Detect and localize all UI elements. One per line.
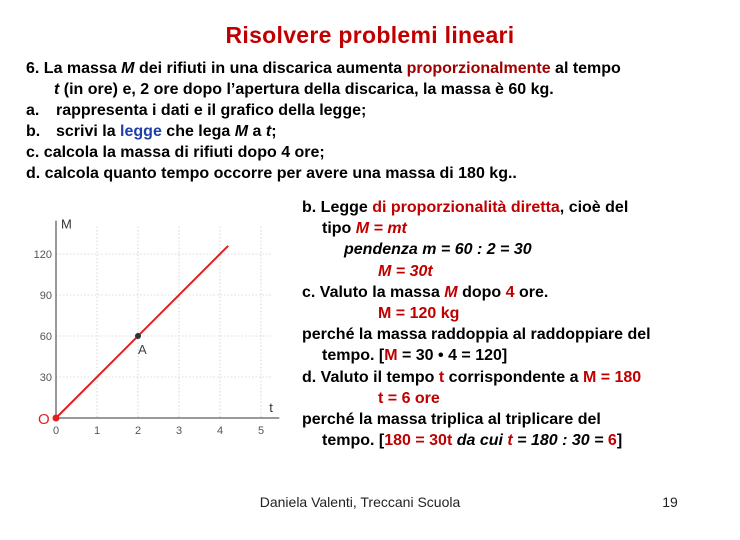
point-o-label: O <box>38 411 50 428</box>
point-a-label: A <box>138 342 147 357</box>
problem-statement <box>26 58 716 184</box>
solution-b-law: b. Legge di proporzionalità diretta, cioè del <box>302 199 629 216</box>
series-line <box>56 246 228 418</box>
problem-item-b: b. scrivi la legge che lega M a t; <box>26 123 277 140</box>
solution-d-calc: tempo. [180 = 30t da cui t = 180 : 30 = 6] <box>322 432 623 450</box>
graph-ticks <box>34 249 264 437</box>
proportionality-graph <box>28 216 280 438</box>
solution-c-calc: tempo. [M = 30 • 4 = 120] <box>322 347 508 365</box>
solution-panel <box>302 197 714 451</box>
y-tick-label: 120 <box>33 249 52 261</box>
solution-slope: pendenza m = 60 : 2 = 30 <box>344 241 532 259</box>
point-a <box>135 333 141 339</box>
x-tick-label: 4 <box>216 425 224 437</box>
graph-axes <box>56 217 279 418</box>
graph-grid <box>56 227 273 418</box>
x-tick-label: 2 <box>134 425 142 437</box>
problem-item-c: c. calcola la massa di rifiuti dopo 4 ore; <box>26 144 325 161</box>
problem-line-1: 6. La massa M dei rifiuti in una discarica aumenta proporzionalmente al tempo <box>26 60 621 77</box>
solution-b-type: tipo M = mt <box>322 220 407 238</box>
x-tick-label: 3 <box>175 425 183 437</box>
solution-d-result: t = 6 ore <box>378 389 440 407</box>
y-tick-label: 90 <box>39 290 52 302</box>
problem-line-2: t (in ore) e, 2 ore dopo l’apertura della discarica, la massa è 60 kg. <box>54 81 554 98</box>
problem-item-d: d. calcola quanto tempo occorre per avere una massa di 180 kg.. <box>26 165 517 182</box>
solution-c-reason: perché la massa raddoppia al raddoppiare del <box>302 326 651 344</box>
x-tick-label: 1 <box>93 425 101 437</box>
y-tick-label: 60 <box>39 331 52 343</box>
y-axis-label: M <box>61 216 72 232</box>
solution-law: M = 30t <box>378 262 433 280</box>
x-tick-label: 0 <box>52 425 60 437</box>
solution-c-result: M = 120 kg <box>378 305 460 323</box>
y-tick-label: 30 <box>39 372 52 384</box>
x-axis-label: t <box>269 400 273 415</box>
footer-author: Daniela Valenti, Treccani Scuola <box>259 494 461 510</box>
graph-plot <box>38 246 228 428</box>
problem-item-a: a. rappresenta i dati e il grafico della legge; <box>26 102 367 119</box>
point-o <box>53 415 60 422</box>
solution-d-intro: d. Valuto il tempo t corrispondente a M = 180 <box>302 368 642 386</box>
solution-d-reason: perché la massa triplica al triplicare del <box>302 411 601 429</box>
page-number: 19 <box>662 494 678 510</box>
solution-c-intro: c. Valuto la massa M dopo 4 ore. <box>302 283 549 301</box>
x-tick-label: 5 <box>257 425 265 437</box>
slide-title: Risolvere problemi lineari <box>225 22 515 48</box>
